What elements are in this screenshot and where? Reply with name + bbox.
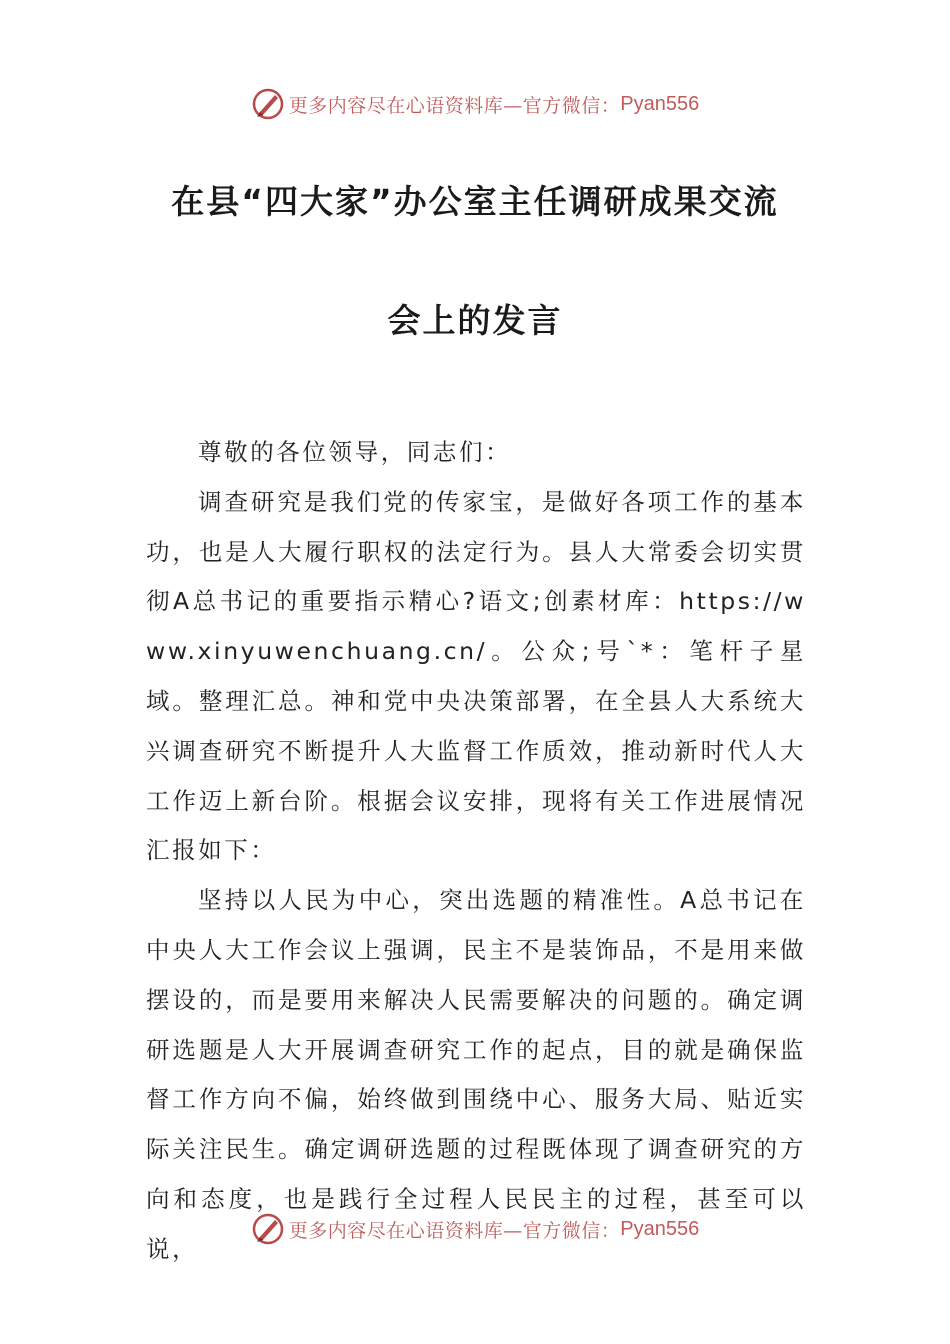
- document-title-line2: 会上的发言: [387, 301, 563, 340]
- banner-text: 更多内容尽在心语资料库—官方微信：: [288, 1219, 621, 1242]
- paragraph: 调查研究是我们党的传家宝，是做好各项工作的基本功，也是人大履行职权的法定行为。县人大常委会切实贯彻A总书记的重要指示精心?语文;创素材库：https://www.xinyuwenchuang.cn/。公众;号`*：笔杆子星域。整理汇总。神和党中央决策部署，在全县人大系统大兴调查研究不断提升人大监督工作质效，推动新时代人大工作迈上新台阶。根据会议安排，现将有关工作进展情况汇报如下：: [146, 487, 806, 865]
- pen-logo-icon: [251, 1212, 285, 1246]
- document-body: [146, 428, 806, 1275]
- pen-logo-icon: [251, 87, 285, 121]
- footer-banner: [0, 1209, 950, 1249]
- document-title-line1: 在县“四大家”办公室主任调研成果交流: [171, 182, 779, 221]
- salutation: 尊敬的各位领导，同志们：: [198, 438, 512, 466]
- paragraph: 坚持以人民为中心，突出选题的精准性。A总书记在中央人大工作会议上强调，民主不是装饰品，不是用来做摆设的，而是要用来解决人民需要解决的问题的。确定调研选题是人大开展调查研究工作的起点，目的就是确保监督工作方向不偏，始终做到围绕中心、服务大局、贴近实际关注民生。确定调研选题的过程既体现了调查研究的方向和态度，也是践行全过程人民民主的过程，甚至可以说，: [146, 886, 806, 1263]
- banner-wechat-id: Pyan556: [620, 1217, 700, 1240]
- banner-wechat-id: Pyan556: [620, 92, 700, 115]
- header-banner: [0, 84, 950, 124]
- banner-text: 更多内容尽在心语资料库—官方微信：: [288, 94, 621, 117]
